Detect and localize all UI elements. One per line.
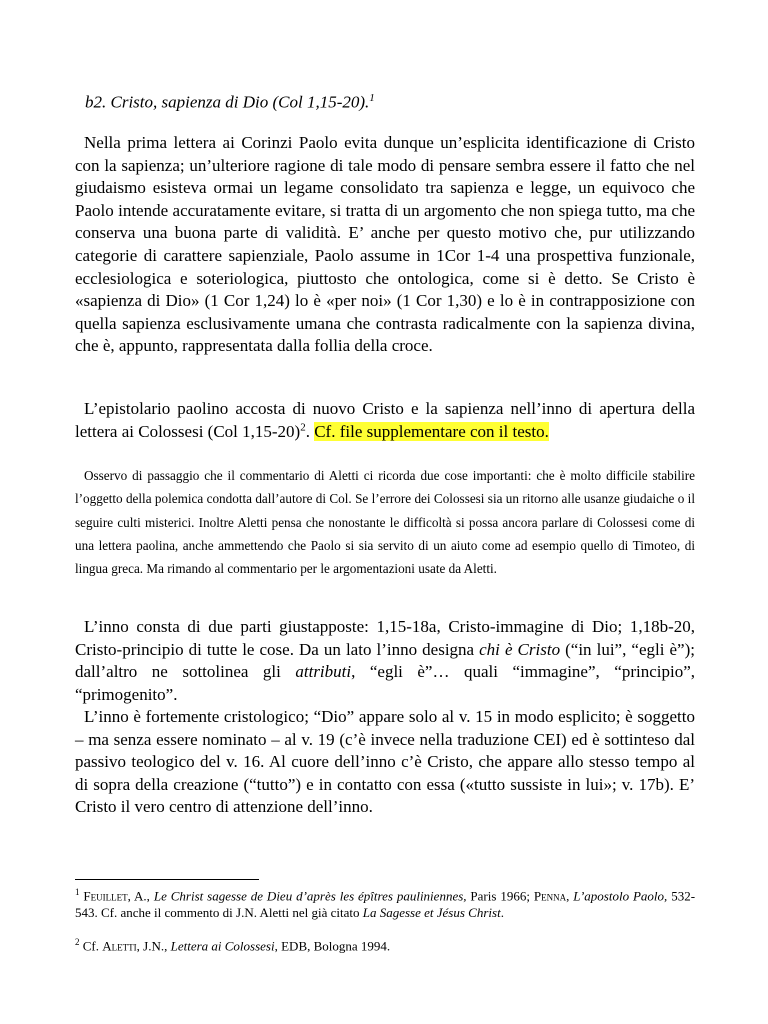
- footnote-2: $^2$ Cf. Aletti, J.N., Lettera ai Colossesi, EDB, Bologna 1994.: [75, 937, 391, 954]
- paragraph-3: L’inno consta di due parti giustapposte: 1,15-18a, Cristo-immagine di Dio; 1,18b-20, Cristo-principio di tutte le cose. Da un lato l’inno designa chi è Cristo (“in lui”, “egli è”); dall’altro ne sottolinea gli attributi, “egli è”… quali “immagine”, “principio”, “primogenito”.: [75, 617, 695, 704]
- footnote-1: $^1$ Feuillet, A., Le Christ sagesse de Dieu d’après les épîtres pauliniennes, Paris 1966; Penna, L’apostolo Paolo, 532-543. Cf. anche il commento di J.N. Aletti nel già citato La Sagesse et Jésus Christ.: [75, 887, 696, 920]
- section-heading: b2. Cristo, sapienza di Dio (Col 1,15-20).$^1$: [85, 92, 375, 112]
- paragraph-2: L’epistolario paolino accosta di nuovo Cristo e la sapienza nell’inno di apertura della lettera ai Colossesi (Col 1,15-20)$^2$. Cf. file supplementare con il testo.: [75, 399, 695, 441]
- footnote-divider: [75, 879, 259, 880]
- paragraph-4: L’inno è fortemente cristologico; “Dio” appare solo al v. 15 in modo esplicito; è soggetto – ma senza essere nominato – al v. 19 (c’è invece nella traduzione CEI) ed è sottinteso dal passivo teologico del v. 16. Al cuore dell’inno c’è Cristo, che appare allo stesso tempo al di sopra della creazione (“tutto”) e in contatto con essa («tutto sussiste in lui»; v. 17b). E’ Cristo il vero centro di attenzione dell’inno.: [75, 707, 695, 817]
- highlighted-note: Cf. file supplementare con il testo.: [314, 421, 549, 441]
- side-note: Osservo di passaggio che il commentario di Aletti ci ricorda due cose importanti: che è molto difficile stabilire l’oggetto della polemica condotta dall’autore di Col. Se l’errore dei Colossesi sia un ritorno alle usanze giudaiche o il seguire culti misterici. Inoltre Aletti pensa che nonostante le difficoltà si possa ancora parlare di Colossesi come di una lettera paolina, anche ammettendo che Paolo si sia servito di un aiuto come ad esempio quello di Timoteo, di lingua greca. Ma rimando al commentario per le argomentazioni usate da Aletti.: [75, 468, 695, 577]
- footnote-ref-2[interactable]: 2: [300, 420, 306, 433]
- paragraph-1: Nella prima lettera ai Corinzi Paolo evita dunque un’esplicita identificazione di Cristo con la sapienza; un’ulteriore ragione di tale modo di pensare sembra essere il fatto che nel giudaismo esisteva ormai un legame consolidato tra sapienza e legge, un equivoco che Paolo intende accuratamente evitare, si tratta di un argomento che non spiega tutto, ma che conserva una buona parte di validità. E’ anche per questo motivo che, pur utilizzando categorie di carattere sapienziale, Paolo assume in 1Cor 1-4 una prospettiva funzionale, ecclesiologica e soteriologica, piuttosto che ontologica, come si è detto. Se Cristo è «sapienza di Dio» (1 Cor 1,24) lo è «per noi» (1 Cor 1,30) e lo è in contrapposizione con quella sapienza esclusivamente umana che contrasta radicalmente con la sapienza divina, che è, appunto, rappresentata dalla follia della croce.: [75, 133, 695, 356]
- footnote-ref-1[interactable]: 1: [369, 92, 375, 104]
